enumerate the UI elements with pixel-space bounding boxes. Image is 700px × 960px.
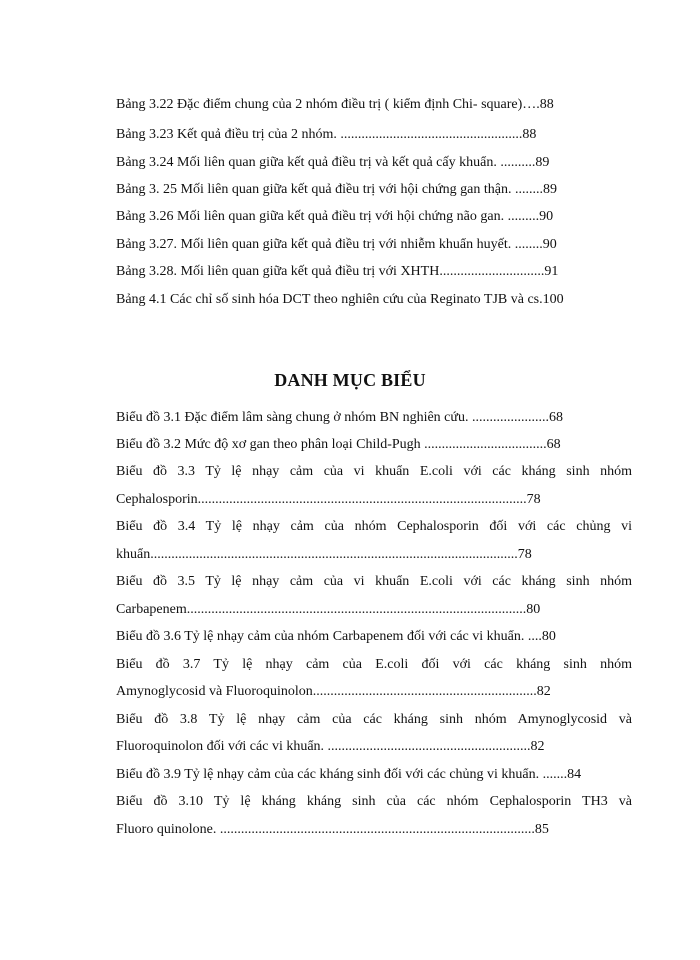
chart-entry-3-8: Biểu đồ 3.8 Tỷ lệ nhạy cảm của các kháng sinh nhóm Amynoglycosid và xyxy=(116,712,632,727)
chart-entry-3-3: Biểu đồ 3.3 Tỷ lệ nhạy cảm của vi khuẩn E.coli với các kháng sinh nhóm xyxy=(116,464,632,479)
chart-entry-3-1: Biểu đồ 3.1 Đặc điểm lâm sàng chung ở nhóm BN nghiên cứu. ......................68 xyxy=(116,410,563,425)
chart-entry-3-2: Biểu đồ 3.2 Mức độ xơ gan theo phân loại Child-Pugh ...................................68 xyxy=(116,437,561,452)
chart-entry-3-3-cont: Cephalosporin..............................................................................................78 xyxy=(116,492,541,507)
chart-entry-3-10-cont: Fluoro quinolone. ..........................................................................................85 xyxy=(116,822,549,837)
table-entry-3-23: Bảng 3.23 Kết quả điều trị của 2 nhóm. ....................................................88 xyxy=(116,127,537,142)
chart-entry-3-7-cont: Amynoglycosid và Fluoroquinolon................................................................82 xyxy=(116,684,551,699)
table-entry-3-22: Bảng 3.22 Đặc điểm chung của 2 nhóm điều trị ( kiểm định Chi- square)….88 xyxy=(116,97,554,112)
table-entry-3-27: Bảng 3.27. Mối liên quan giữa kết quả điều trị với nhiễm khuẩn huyết. ........90 xyxy=(116,237,557,252)
table-entry-3-25: Bảng 3. 25 Mối liên quan giữa kết quả điều trị với hội chứng gan thận. ........89 xyxy=(116,182,557,197)
table-entry-3-28: Bảng 3.28. Mối liên quan giữa kết quả điều trị với XHTH..............................91 xyxy=(116,264,559,279)
chart-entry-3-7: Biểu đồ 3.7 Tỷ lệ nhạy cảm của E.coli đối với các kháng sinh nhóm xyxy=(116,657,632,672)
chart-entry-3-9: Biểu đồ 3.9 Tỷ lệ nhạy cảm của các kháng sinh đối với các chủng vi khuẩn. .......84 xyxy=(116,767,582,782)
chart-entry-3-8-cont: Fluoroquinolon đối với các vi khuẩn. ..........................................................82 xyxy=(116,739,545,754)
chart-entry-3-5: Biểu đồ 3.5 Tỷ lệ nhạy cảm của vi khuẩn E.coli với các kháng sinh nhóm xyxy=(116,574,632,589)
chart-entry-3-4: Biểu đồ 3.4 Tỷ lệ nhạy cảm của nhóm Cephalosporin đối với các chủng vi xyxy=(116,519,632,534)
section-title: DANH MỤC BIỂU xyxy=(274,370,426,390)
chart-entry-3-6: Biểu đồ 3.6 Tỷ lệ nhạy cảm của nhóm Carbapenem đối với các vi khuẩn. ....80 xyxy=(116,629,556,644)
table-entry-3-26: Bảng 3.26 Mối liên quan giữa kết quả điều trị với hội chứng não gan. .........90 xyxy=(116,209,554,224)
chart-entry-3-10: Biểu đồ 3.10 Tỷ lệ kháng kháng sinh của các nhóm Cephalosporin TH3 và xyxy=(116,794,632,809)
table-entry-3-24: Bảng 3.24 Mối liên quan giữa kết quả điều trị và kết quả cấy khuẩn. ..........89 xyxy=(116,155,550,170)
chart-entry-3-4-cont: khuẩn.........................................................................................................78 xyxy=(116,547,532,562)
chart-entry-3-5-cont: Carbapenem.................................................................................................80 xyxy=(116,602,541,617)
table-entry-4-1: Bảng 4.1 Các chỉ số sinh hóa DCT theo nghiên cứu của Reginato TJB và cs.100 xyxy=(116,292,564,307)
